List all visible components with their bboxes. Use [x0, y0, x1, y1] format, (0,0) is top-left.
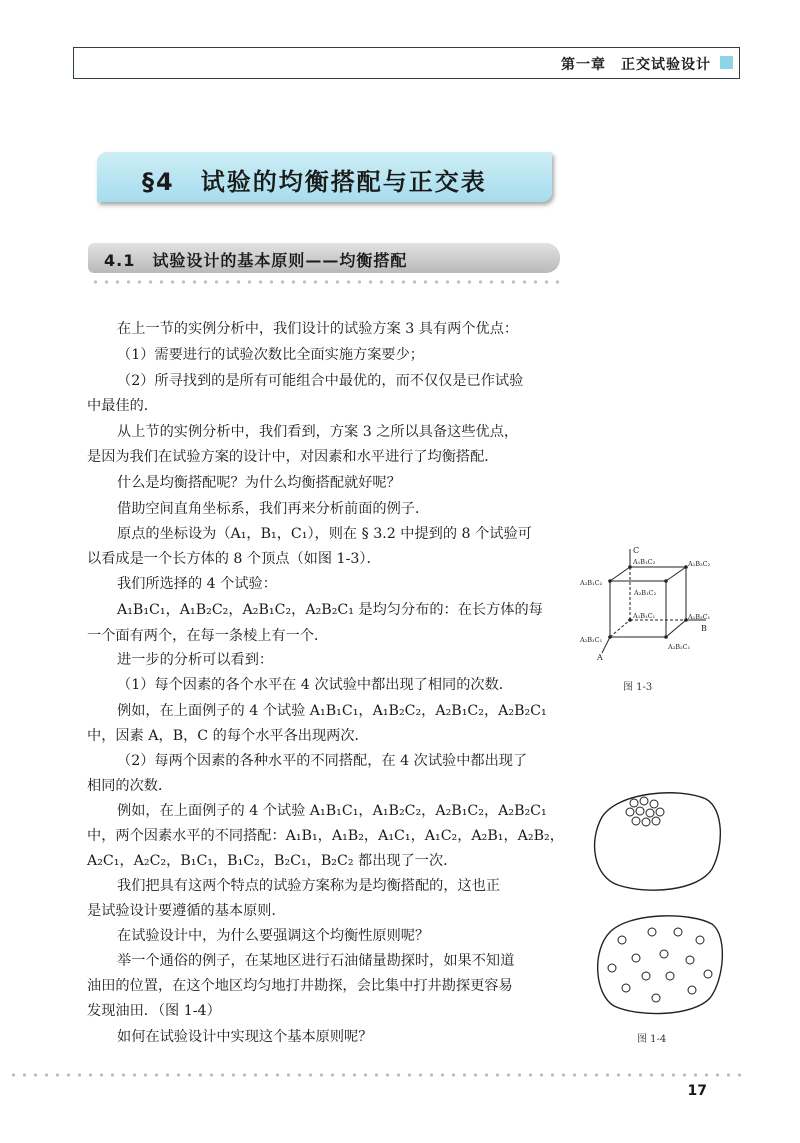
body-line: 一个面有两个，在每一条棱上有一个．: [87, 628, 329, 644]
body-line: 原点的坐标设为（A₁，B₁，C₁），则在 § 3.2 中提到的 8 个试验可: [117, 526, 532, 542]
label-c-axis: C: [633, 546, 640, 555]
subsection-banner: [88, 243, 560, 273]
running-header: [73, 47, 740, 79]
body-line: 中，两个因素水平的不同搭配：A₁B₁，A₁B₂，A₁C₁，A₁C₂，A₂B₁，A₂B₂，: [87, 828, 564, 844]
body-line: 是试验设计要遵循的基本原则．: [87, 903, 286, 919]
vertex-dot: [628, 618, 632, 622]
vertex-dot: [664, 635, 668, 639]
body-line: 油田的位置，在这个地区均匀地打井勘探，会比集中打井勘探更容易: [87, 978, 513, 994]
label-vertex: A₂B₁C₂: [580, 579, 603, 587]
body-line: 是因为我们在试验方案的设计中，对因素和水平进行了均衡搭配．: [87, 449, 499, 465]
body-line: 发现油田．（图 1-4）: [87, 1003, 221, 1019]
page-number: 17: [687, 1083, 707, 1099]
body-line: 如何在试验设计中实现这个基本原则呢？: [117, 1029, 373, 1045]
body-line: 例如，在上面例子的 4 个试验 A₁B₁C₁，A₁B₂C₂，A₂B₁C₂，A₂B₂C₁: [117, 803, 547, 819]
well-marker: [652, 817, 660, 825]
well-marker: [686, 956, 694, 964]
body-line: 举一个通俗的例子，在某地区进行石油储量勘探时，如果不知道: [117, 953, 515, 969]
well-marker: [618, 936, 626, 944]
well-marker: [660, 950, 668, 958]
well-marker: [674, 928, 682, 936]
well-marker: [632, 817, 640, 825]
section-banner: [97, 152, 552, 202]
cube-edge: [666, 567, 686, 581]
dotted-divider-top: [90, 280, 560, 284]
well-marker: [636, 807, 644, 815]
body-line: （2）每两个因素的各种水平的不同搭配，在 4 次试验中都出现了: [117, 753, 528, 769]
label-vertex: A₂B₁C₂: [634, 589, 657, 597]
well-marker: [622, 984, 630, 992]
well-marker: [652, 994, 660, 1002]
well-marker: [648, 928, 656, 936]
well-marker: [696, 936, 704, 944]
figure-cuboid: [578, 545, 728, 663]
well-marker: [656, 808, 664, 816]
figure-concentrated-wells: [588, 787, 728, 897]
well-marker: [608, 964, 616, 972]
vertex-dot: [608, 635, 612, 639]
label-b-axis: B: [701, 624, 707, 633]
dotted-divider-bottom: [8, 1073, 748, 1077]
well-marker: [642, 972, 650, 980]
well-marker: [650, 800, 658, 808]
label-vertex: A₁B₁C₁: [633, 612, 656, 620]
body-line: （1）每个因素的各个水平在 4 次试验中都出现了相同的次数．: [117, 677, 513, 693]
body-line: A₁B₁C₁，A₁B₂C₂，A₂B₁C₂，A₂B₂C₁ 是均匀分布的：在长方体的每: [117, 602, 543, 618]
well-marker: [646, 809, 654, 817]
body-line: 借助空间直角坐标系，我们再来分析前面的例子．: [117, 501, 430, 517]
figure-uniform-wells: [590, 910, 730, 1020]
body-line: （1）需要进行的试验次数比全面实施方案要少；: [117, 347, 424, 363]
label-vertex: A₂B₁C₁: [580, 636, 603, 644]
body-line: 在上一节的实例分析中，我们设计的试验方案 3 具有两个优点：: [117, 321, 519, 337]
body-line: 在试验设计中，为什么要强调这个均衡性原则呢？: [117, 928, 430, 944]
well-marker: [688, 986, 696, 994]
cube-edge-hidden: [610, 620, 630, 637]
body-line: （2）所寻找到的是所有可能组合中最优的，而不仅仅是已作试验: [117, 373, 524, 389]
label-vertex: A₁B₁C₂: [633, 558, 656, 566]
body-line: 进一步的分析可以看到：: [117, 652, 274, 668]
label-a-axis: A: [597, 653, 603, 662]
well-marker: [640, 797, 648, 805]
label-vertex: A₂B₂C₁: [668, 643, 691, 651]
well-marker: [704, 970, 712, 978]
body-line: 相同的次数．: [87, 778, 173, 794]
body-line: 从上节的实例分析中，我们看到，方案 3 之所以具备这些优点，: [117, 424, 519, 440]
well-marker: [666, 972, 674, 980]
body-line: A₂C₁，A₂C₂，B₁C₁，B₁C₂，B₂C₁，B₂C₂ 都出现了一次．: [87, 853, 458, 869]
body-line: 什么是均衡搭配呢？为什么均衡搭配就好呢？: [117, 475, 401, 491]
well-marker: [626, 808, 634, 816]
body-line: 例如，在上面例子的 4 个试验 A₁B₁C₁，A₁B₂C₂，A₂B₁C₂，A₂B₂C₁: [117, 703, 547, 719]
well-marker: [642, 818, 650, 826]
chapter-title: 第一章 正交试验设计: [561, 57, 711, 73]
body-line: 中，因素 A，B，C 的每个水平各出现两次．: [87, 728, 369, 744]
figure-1-4-caption: 图 1-4: [637, 1034, 667, 1045]
vertex-dot: [608, 579, 612, 583]
cube-edge: [610, 567, 630, 581]
body-line: 我们把具有这两个特点的试验方案称为是均衡搭配的，这也正: [117, 878, 501, 894]
body-line: 中最佳的．: [87, 398, 158, 414]
vertex-dot: [628, 565, 632, 569]
well-marker: [630, 799, 638, 807]
label-vertex: A₁B₂C₂: [688, 560, 711, 568]
vertex-dot: [664, 579, 668, 583]
section-title: §4 试验的均衡搭配与正交表: [142, 168, 487, 196]
body-line: 以看成是一个长方体的 8 个顶点（如图 1-3）．: [87, 551, 381, 567]
a-axis-line: [602, 637, 610, 653]
body-line: 我们所选择的 4 个试验：: [117, 576, 277, 592]
region-outline: [595, 793, 721, 890]
figure-1-3-caption: 图 1-3: [623, 682, 653, 693]
label-vertex: A₁B₂C₁: [688, 613, 711, 621]
subsection-title: 4.1 试验设计的基本原则——均衡搭配: [104, 251, 408, 270]
header-accent-square: [720, 56, 733, 69]
cube-edge: [666, 620, 686, 637]
well-marker: [632, 954, 640, 962]
